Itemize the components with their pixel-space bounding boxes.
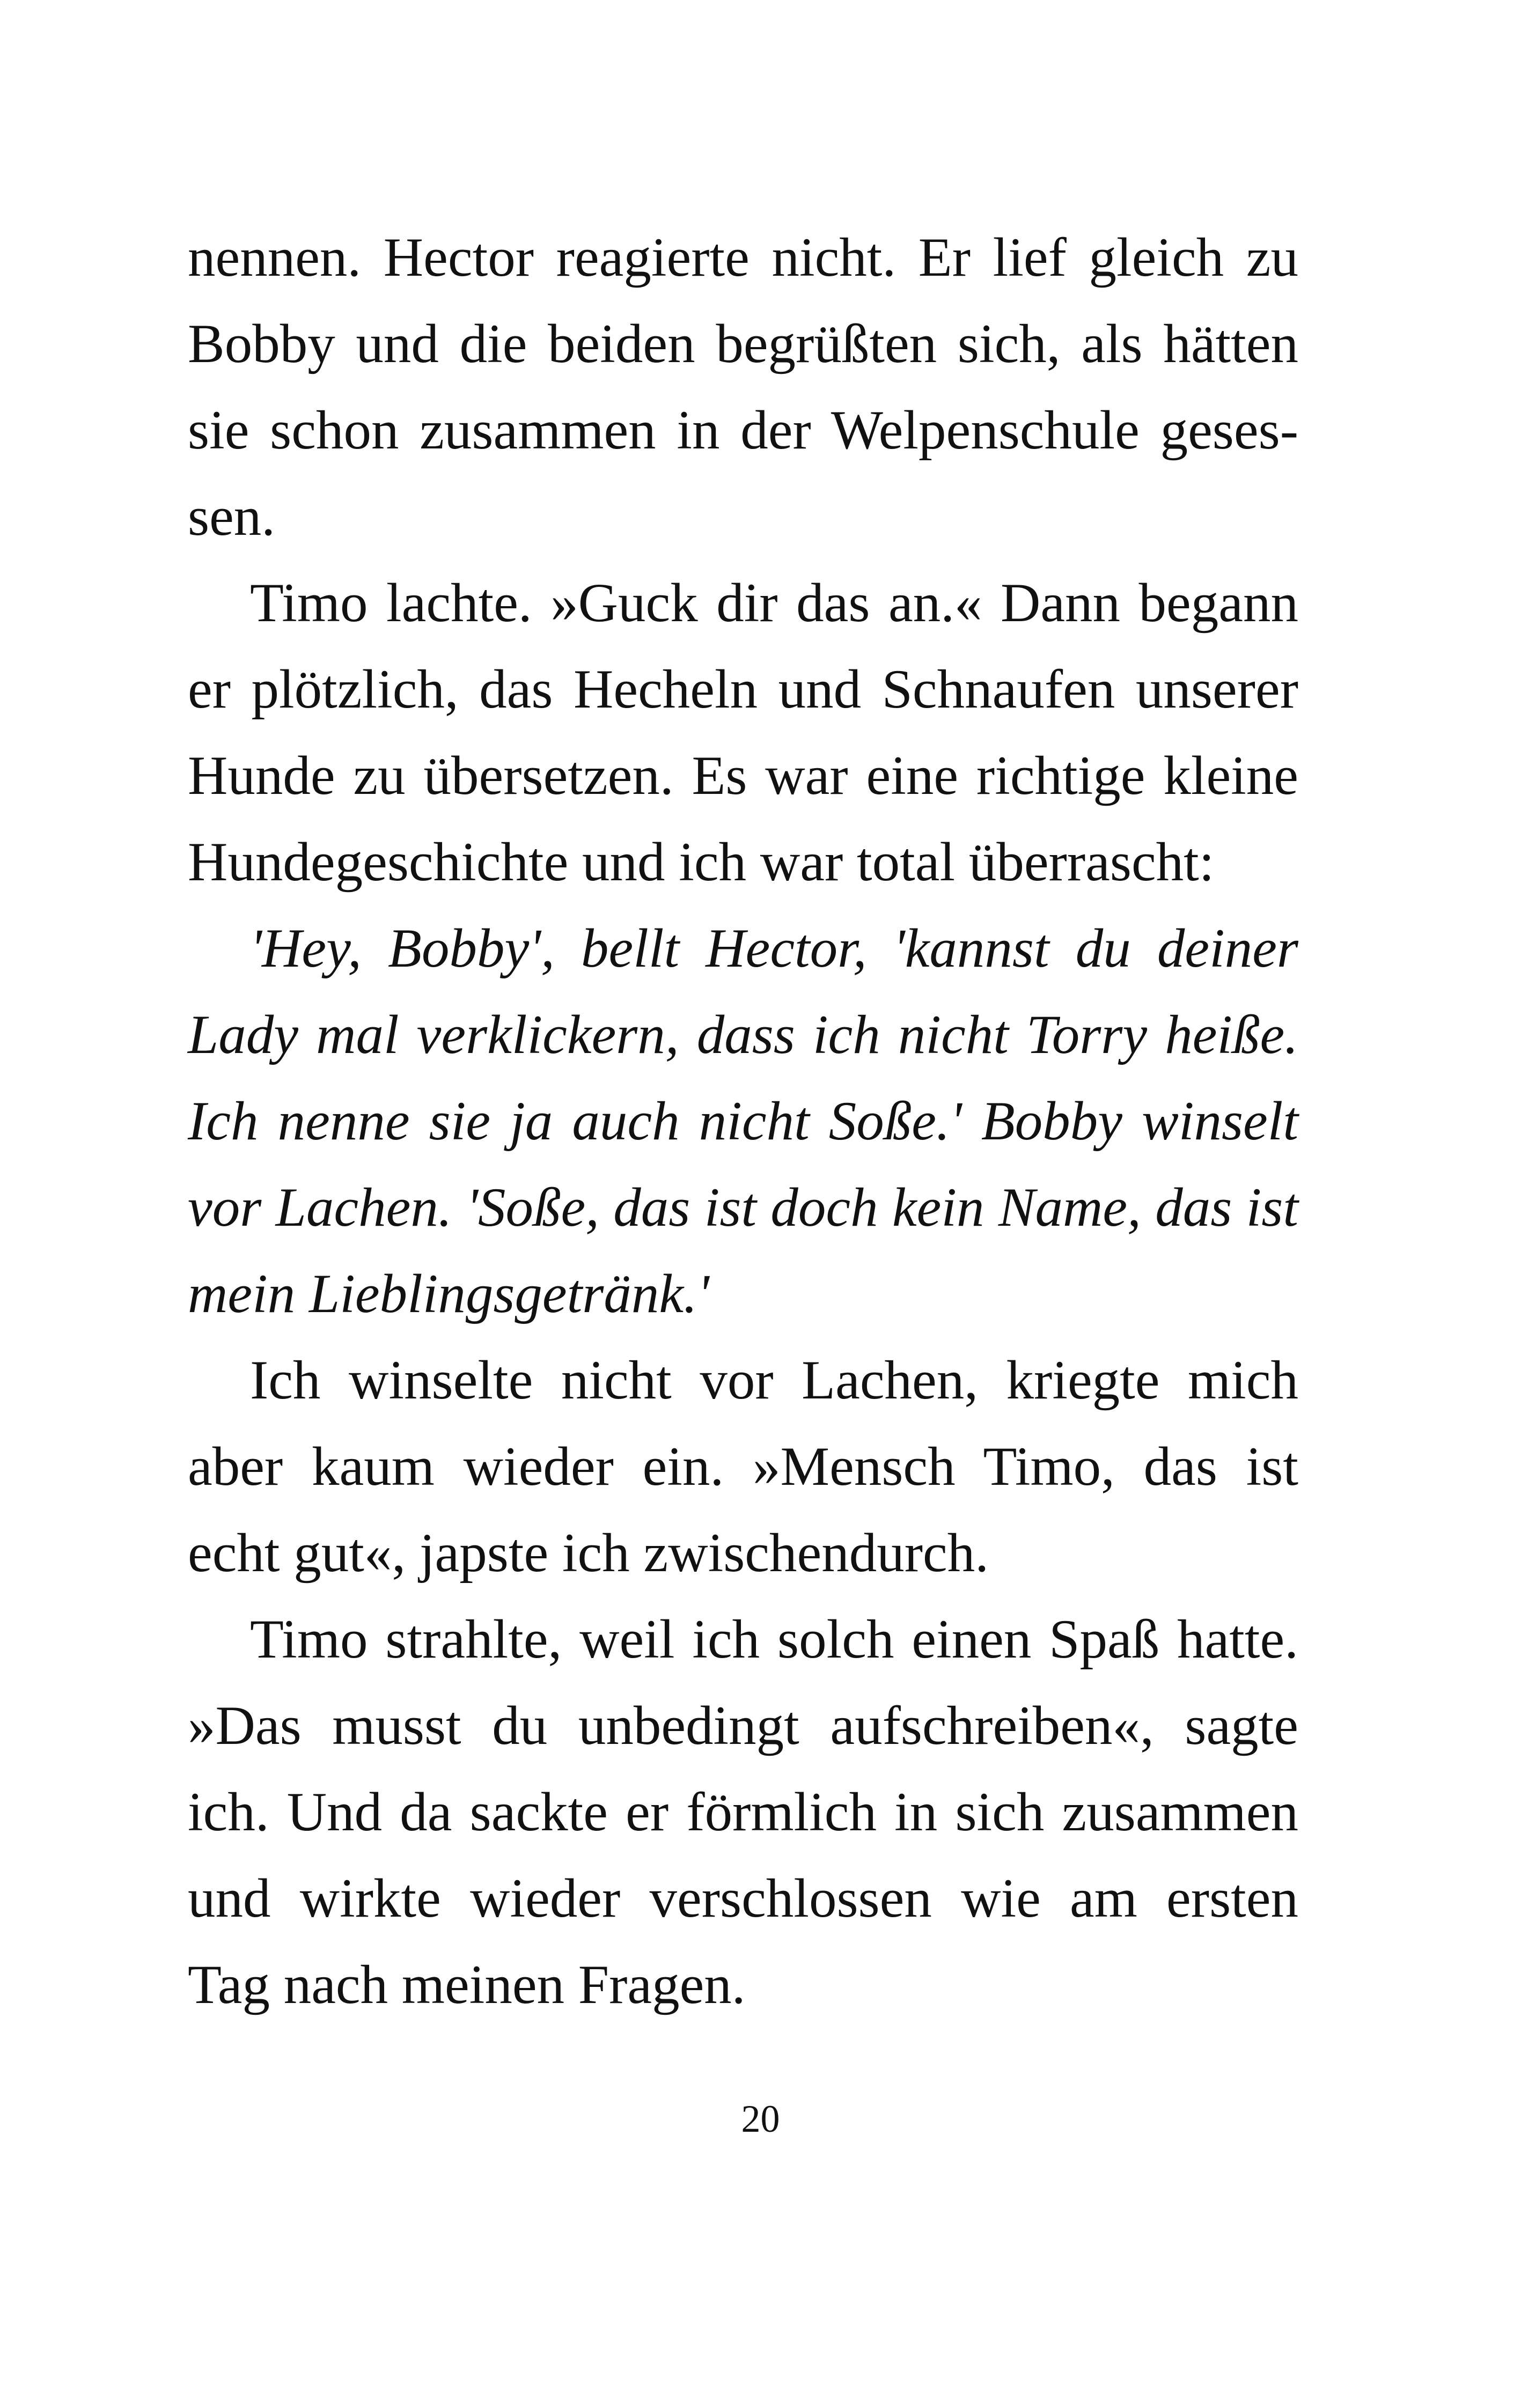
paragraph-1: nennen. Hector reagierte nicht. Er lief gleich zu Bobby und die beiden begrüßten sich, als hätten sie schon zusammen in der Welpenschule geses-sen. [188, 227, 1298, 547]
page-number: 20 [741, 2097, 780, 2140]
paragraph-4: Ich winselte nicht vor Lachen, kriegte mich aber kaum wieder ein. »Mensch Timo, das ist echt gut«, japste ich zwischendurch. [188, 1350, 1298, 1584]
paragraph-5: Timo strahlte, weil ich solch einen Spaß hatte. »Das musst du unbedingt aufschreiben«, sagte ich. Und da sackte er förmlich in sich zusammen und wirkte wieder verschlossen wie am ersten Tag nach meinen Fragen. [188, 1609, 1298, 2015]
paragraph-2: Timo lachte. »Guck dir das an.« Dann begann er plötzlich, das Hecheln und Schnaufen unserer Hunde zu übersetzen. Es war eine richtige kleine Hundegeschichte und ich war total überrascht: [188, 572, 1298, 893]
body-text [188, 215, 1298, 2028]
paragraph-3-dog-story: 'Hey, Bobby', bellt Hector, 'kannst du deiner Lady mal verklickern, dass ich nicht Torry heiße. Ich nenne sie ja auch nicht Soße.' Bobby winselt vor Lachen. 'Soße, das ist doch kein Name, das ist mein Lieblingsgetränk.' [188, 918, 1298, 1324]
